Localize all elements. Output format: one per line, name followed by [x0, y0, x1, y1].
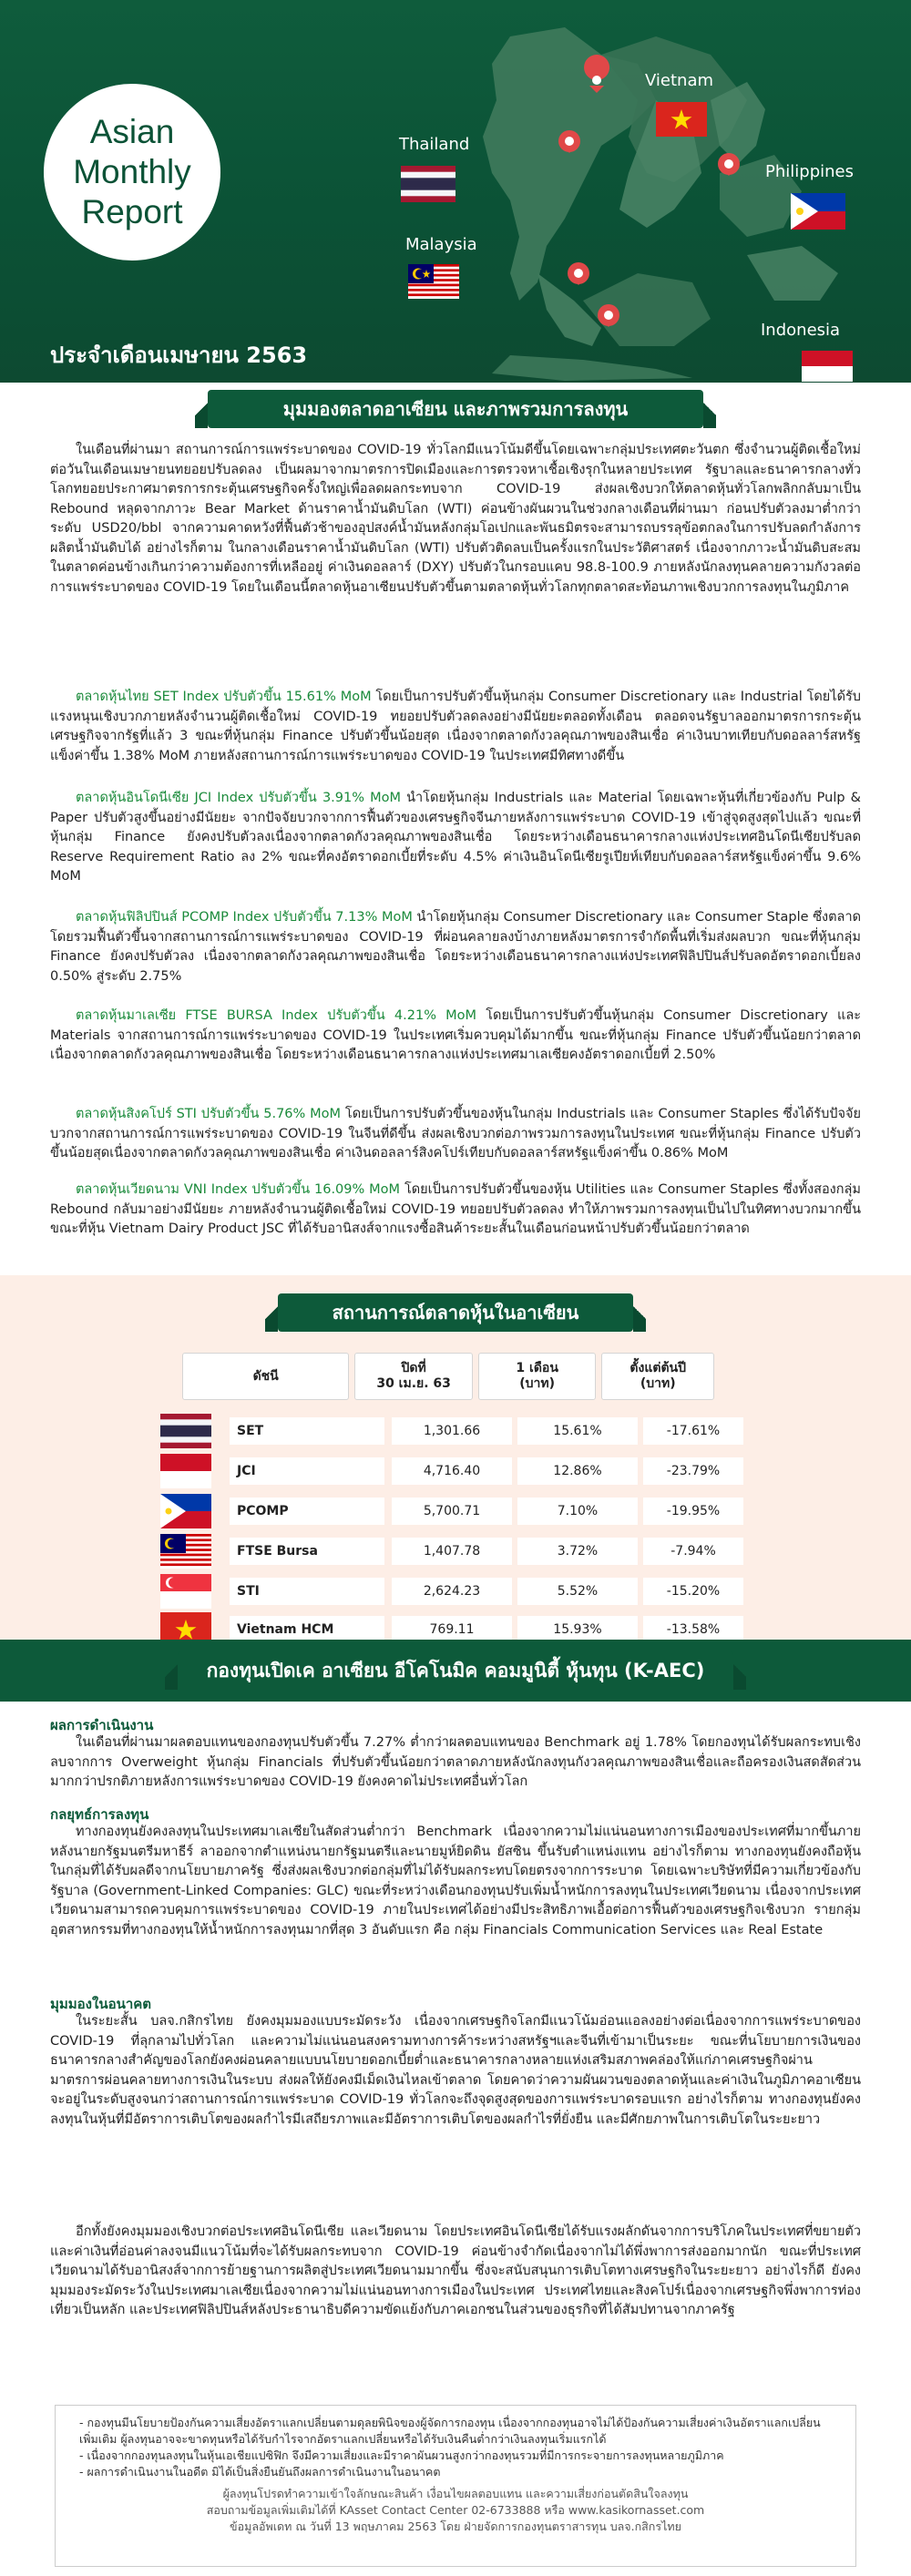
table-row: [153, 1572, 745, 1610]
market-head-malaysia: ตลาดหุ้นมาเลเซีย FTSE BURSA Index ปรับตัวขึ้น 4.21% MoM: [76, 1008, 477, 1023]
row-index: FTSE Bursa: [230, 1538, 384, 1565]
col-header-ytd: [601, 1353, 714, 1400]
market-head-singapore: ตลาดหุ้นสิงคโปร์ STI ปรับตัวขึ้น 5.76% MoM: [76, 1107, 342, 1121]
report-title-line-2: Monthly: [73, 153, 191, 190]
malaysia-flag: [408, 264, 459, 299]
table-row: [153, 1492, 745, 1530]
thailand-flag: [401, 166, 456, 202]
disclaimer-box: [55, 2405, 856, 2567]
market-commentary-indonesia: [50, 789, 861, 885]
row-close: 2,624.23: [392, 1578, 512, 1605]
performance-text: ในเดือนที่ผ่านมาผลตอบแทนของกองทุนปรับตัวขึ้น 7.27% ต่ำกว่าผลตอบแทนของ Benchmark อยู่ 1.78% โดยกองทุนได้รับผลกระทบเชิงลบจากการ Overweight หุ้นกลุ่ม Financials ที่ปรับตัวขึ้นน้อยกว่าตลาดภายหลังนักลงทุนกังวลคุณภาพของสินเชื่อและถือครองเงินสดสัดส่วนมากกว่าปรกติภายหลังการแพร่ระบาดของ COVID-19 ยังคงคาดไม่ประเทศอื่นทั่วโลก: [50, 1735, 861, 1789]
asean-overview-paragraph: [50, 441, 861, 687]
table-header: [182, 1353, 720, 1400]
indonesia-flag: [160, 1454, 211, 1488]
market-text-indonesia: นำโดยหุ้นกลุ่ม Industrials และ Material โดยเฉพาะหุ้นที่เกี่ยวข้องกับ Pulp & Paper ปรับตัวสูงขึ้นอย่างมีนัยยะ จากปัจจัยบวกจากการฟื้นตัวของเศรษฐกิจจีนภายหลังการแพร่ระบาด COVID-19 เข้าสู่จุดสูงสุดไปแล้ว ขณะที่หุ้นกลุ่ม Finance ยังคงปรับตัวลงเนื่องจากตลาดกังวลคุณภาพของสินเชื่อ โดยระหว่างเดือนธนาคารกลางแห่งประเทศอินโดนีเซียปรับลด Reserve Requirement Ratio ลง 2% ขณะที่คงอัตราดอกเบี้ยที่ระดับ 4.5% ค่าเงินอินโดนีเซียรูเปียห์เทียบกับดอลลาร์สหรัฐแข็งค่าขึ้น 9.6% MoM: [50, 791, 861, 884]
row-ytd: -23.79%: [643, 1457, 743, 1485]
strategy-heading: กลยุทธ์การลงทุน: [50, 1806, 149, 1823]
row-index: JCI: [230, 1457, 384, 1485]
table-row: [153, 1412, 745, 1450]
philippines-flag: [160, 1494, 211, 1528]
col-header-close-line2: 30 เม.ย. 63: [376, 1376, 451, 1391]
market-commentary-singapore: [50, 1105, 861, 1173]
market-commentary-malaysia: [50, 1007, 861, 1089]
row-index: Vietnam HCM: [230, 1616, 384, 1643]
market-head-thailand: ตลาดหุ้นไทย SET Index ปรับตัวขึ้น 15.61% MoM: [76, 690, 372, 704]
country-label-philippines: Philippines: [765, 162, 854, 181]
section-title-k-aec-fund: กองทุนเปิดเค อาเซียน อีโคโนมิค คอมมูนิตี้ หุ้นทุน (K-AEC): [178, 1651, 733, 1690]
country-label-thailand: Thailand: [399, 135, 470, 154]
disclaimer-line-2: - เนื่องจากกองทุนลงทุนในหุ้นเอเชียแปซิฟิก จึงมีความเสี่ยงและมีราคาผันผวนสูงกว่ากองทุนรวมที่มีการกระจายการลงทุนหลายภูมิภาค: [79, 2448, 724, 2462]
performance-heading: ผลการดำเนินงาน: [50, 1717, 154, 1733]
col-header-ytd-line2: (บาท): [640, 1376, 676, 1391]
row-ytd: -17.61%: [643, 1417, 743, 1445]
row-close: 5,700.71: [392, 1498, 512, 1525]
disclaimer-line-3: - ผลการดำเนินงานในอดีต มิได้เป็นสิ่งยืนยันถึงผลการดำเนินงานในอนาคต: [79, 2465, 441, 2479]
performance-paragraph: [50, 1733, 861, 1794]
row-month: 7.10%: [517, 1498, 638, 1525]
market-text-thailand: โดยเป็นการปรับตัวขึ้นหุ้นกลุ่ม Consumer Discretionary และ Industrial โดยได้รับแรงหนุนเชิงบวกภายหลังจำนวนผู้ติดเชื้อใหม่ COVID-19 ทยอยปรับตัวลดลงอย่างมีนัยยะตลอดทั้งเดือน ตลอดจนรัฐบาลออกมาตรการกระตุ้นเศรษฐกิจจากรัฐที่แล้ว 3 ขณะที่หุ้นกลุ่ม Finance ปรับตัวขึ้นน้อยสุด เนื่องจากตลาดกังวลคุณภาพของสินเชื่อ ค่าเงินบาทเทียบกับดอลลาร์สหรัฐแข็งค่าขึ้น 1.38% MoM ภายหลังสถานการณ์การแพร่ระบาดของ COVID-19 ในประเทศมีทิศทางดีขึ้น: [50, 690, 862, 763]
country-label-malaysia: Malaysia: [405, 235, 477, 254]
market-commentary-philippines: [50, 908, 861, 990]
country-label-vietnam: Vietnam: [645, 71, 714, 90]
philippines-flag: [791, 193, 845, 230]
footer-line-3: ข้อมูลอัพเดท ณ วันที่ 13 พฤษภาคม 2563 โดย ฝ่ายจัดการกองทุนตราสารทุน บลจ.กสิกรไทย: [230, 2520, 681, 2533]
row-close: 1,301.66: [392, 1417, 512, 1445]
disclaimer-line-1: - กองทุนมีนโยบายป้องกันความเสี่ยงอัตราแลกเปลี่ยนตามดุลยพินิจของผู้จัดการกองทุน เนื่องจากกองทุนอาจไม่ได้ป้องกันความเสี่ยงค่าเงินอัตราแลกเปลี่ยนเพิ่มเติม ผู้ลงทุนอาจจะขาดทุนหรือได้รับกำไรจากอัตราแลกเปลี่ยนหรือได้รับเงินคืนต่ำกว่าเงินลงทุนเริ่มแรกได้: [79, 2416, 821, 2446]
row-index: PCOMP: [230, 1498, 384, 1525]
overview-text: ในเดือนที่ผ่านมา สถานการณ์การแพร่ระบาดของ COVID-19 ทั่วโลกมีแนวโน้มดีขึ้นโดยเฉพาะกลุ่มประเทศตะวันตก ซึ่งจำนวนผู้ติดเชื้อใหม่ต่อวันในเดือนเมษายนทยอยปรับลดลง เป็นผลมาจากมาตรการปิดเมืองและการตรวจหาเชื้อเชิงรุกในหลายประเทศ รัฐบาลและธนาคารกลางทั่วโลกทยอยประกาศมาตรการกระตุ้นเศรษฐกิจครั้งใหญ่เพื่อลดผลกระทบจาก COVID-19 ส่งผลเชิงบวกให้ตลาดหุ้นทั่วโลกพลิกกลับมาเป็น Rebound หลุดจากภาวะ Bear Market ด้านราคาน้ำมันดิบโลก (WTI) ค่อนข้างผันผวนในช่วงกลางเดือนที่ผ่านมา ก่อนปรับตัวลงมาต่ำกว่าระดับ USD20/bbl จากความคาดหวังที่ฟื้นตัวช้าของอุปสงค์น้ำมันหลังกลุ่มโอเปกและพันธมิตรจะสามารถบรรลุข้อตกลงในการปรับลดกำลังการผลิตน้ำมันดิบได้ อย่างไรก็ตาม ในกลางเดือนราคาน้ำมันดิบโลก (WTI) ปรับตัวติดลบเป็นครั้งแรกในประวัติศาสตร์ เนื่องจากภาวะน้ำมันดิบสะสมในตลาดค่อนข้างเกินกว่าความต้องการที่เหลืออยู่ ค่าเงินดอลลาร์ (DXY) ปรับตัวในกรอบแคบ 98.8-100.9 ภายหลังนักลงทุนคลายความกังวลต่อการแพร่ระบาดของ COVID-19 โดยในเดือนนี้ตลาดหุ้นอาเซียนปรับตัวขึ้นตามตลาดหุ้นทั่วโลกทุกตลาดสะท้อนภาพเชิงบวกการลงทุนในภูมิภาค: [50, 443, 862, 595]
header-banner: [0, 0, 911, 383]
section-title-asean-market-status: สถานการณ์ตลาดหุ้นในอาเซียน: [278, 1293, 633, 1332]
outlook-paragraph-2: [50, 2223, 861, 2396]
report-title-badge: [44, 84, 220, 261]
strategy-text: ทางกองทุนยังคงลงทุนในประเทศมาเลเซียในสัดส่วนต่ำกว่า Benchmark เนื่องจากความไม่แน่นอนทางการเมืองของประเทศที่มากขึ้นภายหลังนายกรัฐมนตรีมหาธีร์ ลาออกจากตำแหน่งนายกรัฐมนตรีและนายมูห์ยิดดิน ยัสซิน ขึ้นรับตำแหน่งแทน อย่างไรก็ตาม ทางกองทุนยังคงถือหุ้นในกลุ่มที่ได้รับผลดีจากนโยบายภาครัฐ ซึ่งส่งผลเชิงบวกต่อกลุ่มที่ไม่ได้รับผลกระทบโดยตรงจากการระบาด โดยเฉพาะบริษัทที่มีความเกี่ยวข้องกับรัฐบาล (Government-Linked Companies: GLC) ขณะที่ระหว่างเดือนกองทุนปรับเพิ่มน้ำหนักการลงทุนในประเทศเวียดนาม เนื่องจากประเทศเวียดนามสามารถควบคุมการแพร่ระบาดของ COVID-19 ภายในประเทศได้อย่างมีประสิทธิภาพเอื้อต่อการฟื้นตัวของเศรษฐกิจเชิงบวก รายกลุ่มอุตสาหกรรมที่ทางกองทุนให้น้ำหนักการลงทุนมากที่สุด 3 อันดับแรก คือ กลุ่ม Financials Communication Services และ Real Estate: [50, 1825, 861, 1937]
row-ytd: -19.95%: [643, 1498, 743, 1525]
row-close: 1,407.78: [392, 1538, 512, 1565]
table-row: [153, 1532, 745, 1570]
col-header-month-line1: 1 เดือน: [516, 1361, 558, 1375]
market-text-singapore: โดยเป็นการปรับตัวขึ้นของหุ้นในกลุ่ม Industrials และ Consumer Staples ซึ่งได้รับปัจจัยบวกจากสถานการณ์การแพร่ระบาดของ COVID-19 ในจีนที่ดีขึ้น ส่งผลเชิงบวกต่อภาพรวมการลงทุนในประเทศ ขณะที่หุ้นกลุ่ม Finance ปรับตัวขึ้นน้อยสุดเนื่องจากตลาดกังวลคุณภาพของสินเชื่อ ค่าเงินดอลลาร์สิงคโปร์เทียบกับดอลลาร์สหรัฐแข็งค่าขึ้น 0.86% MoM: [50, 1107, 861, 1160]
col-header-1-month: [478, 1353, 597, 1400]
section-title-asean-outlook: มุมมองตลาดอาเซียน และภาพรวมการลงทุน: [208, 390, 703, 428]
row-ytd: -15.20%: [643, 1578, 743, 1605]
report-title-line-3: Report: [81, 193, 183, 230]
col-header-close-line1: ปิดที่: [401, 1361, 426, 1375]
row-month: 15.61%: [517, 1417, 638, 1445]
row-index: SET: [230, 1417, 384, 1445]
malaysia-flag: [160, 1534, 211, 1569]
strategy-paragraph: [50, 1823, 861, 1982]
row-index: STI: [230, 1578, 384, 1605]
row-month: 3.72%: [517, 1538, 638, 1565]
row-close: 769.11: [392, 1616, 512, 1643]
row-ytd: -7.94%: [643, 1538, 743, 1565]
row-month: 15.93%: [517, 1616, 638, 1643]
thailand-flag: [160, 1414, 211, 1448]
row-month: 5.52%: [517, 1578, 638, 1605]
country-label-indonesia: Indonesia: [761, 321, 841, 340]
vietnam-flag: [656, 102, 707, 137]
col-header-index: ดัชนี: [182, 1353, 349, 1400]
market-head-philippines: ตลาดหุ้นฟิลิปปินส์ PCOMP Index ปรับตัวขึ้น 7.13% MoM: [76, 910, 413, 925]
market-commentary-vietnam: [50, 1181, 861, 1262]
row-month: 12.86%: [517, 1457, 638, 1485]
footer-line-1: ผู้ลงทุนโปรดทำความเข้าใจลักษณะสินค้า เงื่อนไขผลตอบแทน และความเสี่ยงก่อนตัดสินใจลงทุน: [222, 2487, 689, 2500]
market-head-vietnam: ตลาดหุ้นเวียดนาม VNI Index ปรับตัวขึ้น 16.09% MoM: [76, 1182, 401, 1197]
outlook-text-1: ในระยะสั้น บลจ.กสิกรไทย ยังคงมุมมองแบบระมัดระวัง เนื่องจากเศรษฐกิจโลกมีแนวโน้มอ่อนแอลงอย่างต่อเนื่องจากการแพร่ระบาดของ COVID-19 ที่ลุกลามไปทั่วโลก และความไม่แน่นอนสงครามทางการค้าระหว่างสหรัฐฯและจีนที่เข้ามาเป็นระยะ ขณะที่นโยบายการเงินของธนาคารกลางสำคัญของโลกยังคงผ่อนคลายแบบนโยบายดอกเบี้ยต่ำและธนาคารกลางหลายแห่งเสริมสภาพคล่องให้แก่ภาคเศรษฐกิจผ่านมาตรการผ่อนคลายทางการเงินในระบบ ส่งผลให้ยังคงมีเม็ดเงินไหลเข้าตลาด โดยคาดว่าความผันผวนของตลาดหุ้นและค่าเงินในภูมิภาคอาเซียนจะอยู่ในระดับสูงจนกว่าสถานการณ์การแพร่ระบาด COVID-19 ทั่วโลกจะถึงจุดสูงสุดของการแพร่ระบาดรอบแรก อย่างไรก็ตาม ทางกองทุนยังคงลงทุนในหุ้นที่มีอัตราการเติบโตของผลกำไรมีเสถียรภาพและมีอัตราการเติบโตของผลกำไรที่ยั่งยืน และมีศักยภาพในการเติบโตในระยะยาว: [50, 2014, 861, 2127]
col-header-month-line2: (บาท): [519, 1376, 556, 1391]
market-text-vietnam: โดยเป็นการปรับตัวขึ้นของหุ้น Utilities และ Consumer Staples ซึ่งทั้งสองกลุ่ม Rebound กลับมาอย่างมีนัยยะ ภายหลังจำนวนผู้ติดเชื้อใหม่ COVID-19 ทยอยปรับตัวลดลง ทำให้ภาพรวมการลงทุนเป็นไปในทิศทางบวกมากขึ้น ขณะที่หุ้น Vietnam Dairy Product JSC ที่ได้รับอานิสงส์จากแรงซื้อสินค้าระยะสั้นในเดือนก่อนหน้าปรับตัวขึ้นน้อยกว่าตลาด: [50, 1182, 861, 1236]
indonesia-flag: [802, 351, 853, 382]
market-text-malaysia: โดยเป็นการปรับตัวขึ้นหุ้นกลุ่ม Consumer Discretionary และ Materials จากสถานการณ์การแพร่ระบาดของ COVID-19 ในประเทศเริ่มควบคุมได้มากขึ้น ขณะที่หุ้นกลุ่ม Finance ปรับตัวขึ้นน้อยกว่าตลาดเนื่องจากตลาดกังวลคุณภาพของสินเชื่อ โดยระหว่างเดือนธนาคารกลางแห่งประเทศมาเลเซียคงอัตราดอกเบี้ยที่ 2.50%: [50, 1008, 861, 1062]
outlook-heading: มุมมองในอนาคต: [50, 1996, 152, 2012]
col-header-ytd-line1: ตั้งแต่ต้นปี: [630, 1361, 687, 1375]
market-commentary-thailand: [50, 688, 861, 784]
outlook-paragraph-1: [50, 2012, 861, 2213]
singapore-flag: [160, 1574, 211, 1609]
market-text-philippines: นำโดยหุ้นกลุ่ม Consumer Discretionary และ Consumer Staple ซึ่งตลาดโดยรวมฟื้นตัวขึ้นจากสถานการณ์การแพร่ระบาดของ COVID-19 ที่ผ่อนคลายลงบ้างภายหลังมาตรการจำกัดพื้นที่เริ่มส่งผลบวก ขณะที่หุ้นกลุ่ม Finance ยังคงปรับตัวลง เนื่องจากตลาดกังวลคุณภาพของสินเชื่อ โดยระหว่างเดือนธนาคารกลางแห่งประเทศฟิลิปปินส์ปรับลดอัตราดอกเบี้ยลง 0.50% สู่ระดับ 2.75%: [50, 910, 862, 984]
table-row: [153, 1452, 745, 1490]
col-header-close: [354, 1353, 473, 1400]
market-head-indonesia: ตลาดหุ้นอินโดนีเซีย JCI Index ปรับตัวขึ้น 3.91% MoM: [76, 791, 402, 805]
outlook-text-2: อีกทั้งยังคงมุมมองเชิงบวกต่อประเทศอินโดนีเซีย และเวียดนาม โดยประเทศอินโดนีเซียได้รับแรงผลักดันจากการบริโภคในประเทศที่ขยายตัวและค่าเงินที่อ่อนค่าลงจนมีแนวโน้มที่จะได้รับผลกระทบจาก COVID-19 ค่อนข้างจำกัดเนื่องจากไม่ได้พึ่งพาการส่งออกมากนัก ขณะที่ประเทศเวียดนามได้รับอานิสงส์จากการย้ายฐานการผลิตสู่ประเทศเวียดนามมากขึ้น ซึ่งจะสนับสนุนการเติบโตทางเศรษฐกิจในระยะยาว อย่างไรก็ดี ยังคงมุมมองระมัดระวังในประเทศมาเลเซียเนื่องจากความไม่แน่นอนทางการเมืองในประเทศ ประเทศไทยและสิงคโปร์เนื่องจากเศรษฐกิจพึ่งพาการท่องเที่ยวเป็นหลัก และประเทศฟิลิปปินส์หลังประธานาธิบดีความขัดแย้งกับภาคเอกชนในส่วนของธุรกิจที่ได้สัมปทานจากภาครัฐ: [50, 2224, 861, 2317]
footer-line-2: สอบถามข้อมูลเพิ่มเติมได้ที่ KAsset Contact Center 02-6733888 หรือ www.kasikornasset.com: [206, 2503, 705, 2517]
report-title-line-1: Asian: [89, 113, 175, 150]
report-date: ประจำเดือนเมษายน 2563: [50, 342, 308, 368]
row-ytd: -13.58%: [643, 1616, 743, 1643]
row-close: 4,716.40: [392, 1457, 512, 1485]
